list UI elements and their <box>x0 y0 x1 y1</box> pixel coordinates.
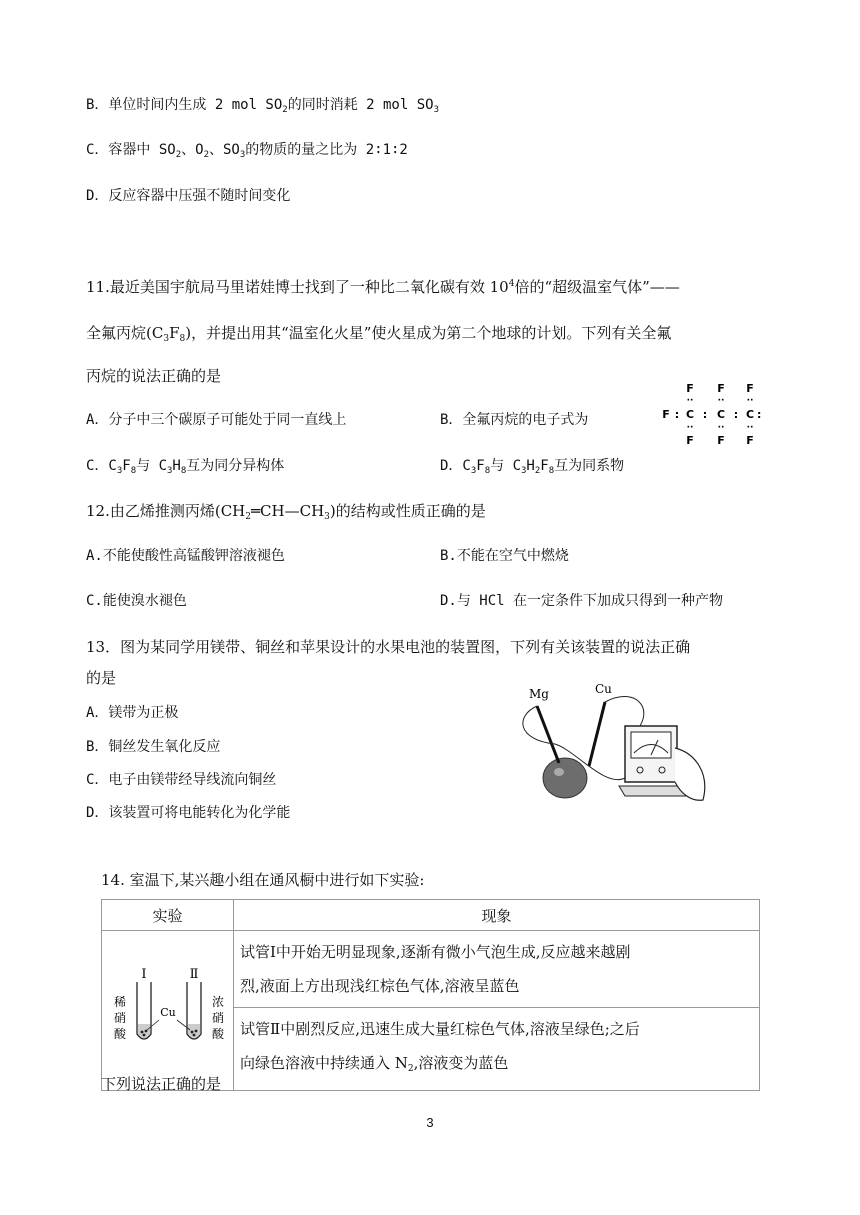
q13-option-d: D．该装置可将电能转化为化学能 <box>86 805 291 821</box>
svg-text:C: C <box>716 408 726 421</box>
svg-text:F: F <box>717 382 725 395</box>
q12-option-c: C.能使溴水褪色 <box>86 593 187 609</box>
q12-option-a: A.不能使酸性高锰酸钾溶液褪色 <box>86 548 285 564</box>
svg-text:C: C <box>745 408 755 421</box>
q12-stem: 12.由乙烯推测丙烯$(CH_2═CH—CH_3)$的结构或性质正确的是 <box>86 502 486 522</box>
q13-stem-line2: 的是 <box>86 669 117 687</box>
svg-text:F: F <box>746 382 754 395</box>
q10-option-c: C．容器中 $SO_2$、$O_2$、$SO_3$的物质的量之比为 2∶1∶2 <box>86 142 408 160</box>
header-phenomenon: 现象 <box>234 900 760 931</box>
q11-stem-line3: 丙烷的说法正确的是 <box>86 367 222 385</box>
fruit-battery-figure <box>515 678 725 808</box>
svg-text:F: F <box>717 434 725 447</box>
q11-option-a: A．分子中三个碳原子可能处于同一直线上 <box>86 412 347 428</box>
q11-stem-line2: 全氟丙烷$(C_3F_8)$，并提出用其“温室化火星”使火星成为第二个地球的计划。下列有关全氟 <box>86 324 672 344</box>
svg-text:··: ·· <box>686 423 694 433</box>
test-tube-figure-cell <box>102 931 234 1091</box>
observation-tube-2 <box>234 1008 760 1091</box>
observation-2-line2: 向绿色溶液中持续通入 $N_2$,溶液变为蓝色 <box>240 1054 509 1074</box>
svg-text:C: C <box>685 408 695 421</box>
q14-followup: 下列说法正确的是 <box>101 1075 222 1093</box>
observation-1-line1: 试管Ⅰ中开始无明显现象,逐渐有微小气泡生成,反应越来越剧 <box>240 943 631 961</box>
svg-text:F: F <box>686 382 694 395</box>
svg-text:··: ·· <box>717 423 725 433</box>
svg-text:Cu: Cu <box>160 1006 176 1019</box>
svg-text::: : <box>702 408 708 421</box>
q13-stem-line1: 13．图为某同学用镁带、铜丝和苹果设计的水果电池的装置图，下列有关该装置的说法正确 <box>86 638 691 656</box>
svg-text:浓: 浓 <box>211 995 225 1009</box>
q13-option-c: C．电子由镁带经导线流向铜丝 <box>86 772 277 788</box>
table-header-row <box>102 900 760 931</box>
experiment-table <box>101 899 760 1091</box>
svg-text:Ⅱ: Ⅱ <box>189 967 199 982</box>
q13-option-b: B．铜丝发生氧化反应 <box>86 739 221 755</box>
svg-text:Mg: Mg <box>529 687 549 701</box>
svg-text:F: F <box>686 434 694 447</box>
table-row <box>102 931 760 1008</box>
svg-text:稀: 稀 <box>113 995 127 1009</box>
q11-option-b: B．全氟丙烷的电子式为 <box>440 412 589 428</box>
svg-text:Cu: Cu <box>595 682 612 696</box>
svg-text:酸: 酸 <box>113 1027 127 1041</box>
svg-text::: : <box>674 408 680 421</box>
q11-option-c: C．$C_3F_8$与 $C_3H_8$互为同分异构体 <box>86 458 285 476</box>
q12-option-d: D.与 HCl 在一定条件下加成只得到一种产物 <box>440 593 723 609</box>
svg-text::: : <box>757 408 762 421</box>
observation-1-line2: 烈,液面上方出现浅红棕色气体,溶液呈蓝色 <box>240 977 520 995</box>
observation-2-line1: 试管Ⅱ中剧烈反应,迅速生成大量红棕色气体,溶液呈绿色;之后 <box>240 1020 640 1038</box>
svg-text:硝: 硝 <box>113 1011 127 1025</box>
test-tube-figure <box>102 940 233 1077</box>
svg-text:硝: 硝 <box>211 1011 225 1025</box>
svg-text:··: ·· <box>686 396 694 406</box>
q11-stem-line1: 11.最近美国宇航局马里诺娃博士找到了一种比二氧化碳有效 $10^4$倍的“超级温室气体”—— <box>86 278 680 296</box>
q10-option-d: D．反应容器中压强不随时间变化 <box>86 188 291 204</box>
q12-option-b: B.不能在空气中燃烧 <box>440 548 569 564</box>
observation-tube-1 <box>234 931 760 1008</box>
svg-text:酸: 酸 <box>211 1027 225 1041</box>
lewis-structure-figure <box>660 380 760 448</box>
svg-text::: : <box>733 408 739 421</box>
q11-option-d: D．$C_3F_8$与 $C_3H_2F_8$互为同系物 <box>440 458 625 476</box>
svg-text:··: ·· <box>746 396 754 406</box>
svg-text:Ⅰ: Ⅰ <box>141 967 147 982</box>
q14-stem: 14. 室温下,某兴趣小组在通风橱中进行如下实验: <box>101 871 425 889</box>
q10-option-b: B．单位时间内生成 2 mol $SO_2$的同时消耗 2 mol $SO_3$ <box>86 97 439 115</box>
q13-option-a: A．镁带为正极 <box>86 705 179 721</box>
svg-text:F: F <box>746 434 754 447</box>
svg-text:F: F <box>662 408 670 421</box>
svg-text:··: ·· <box>717 396 725 406</box>
svg-text:··: ·· <box>746 423 754 433</box>
page-number: 3 <box>426 1115 434 1130</box>
header-experiment: 实验 <box>102 900 234 931</box>
